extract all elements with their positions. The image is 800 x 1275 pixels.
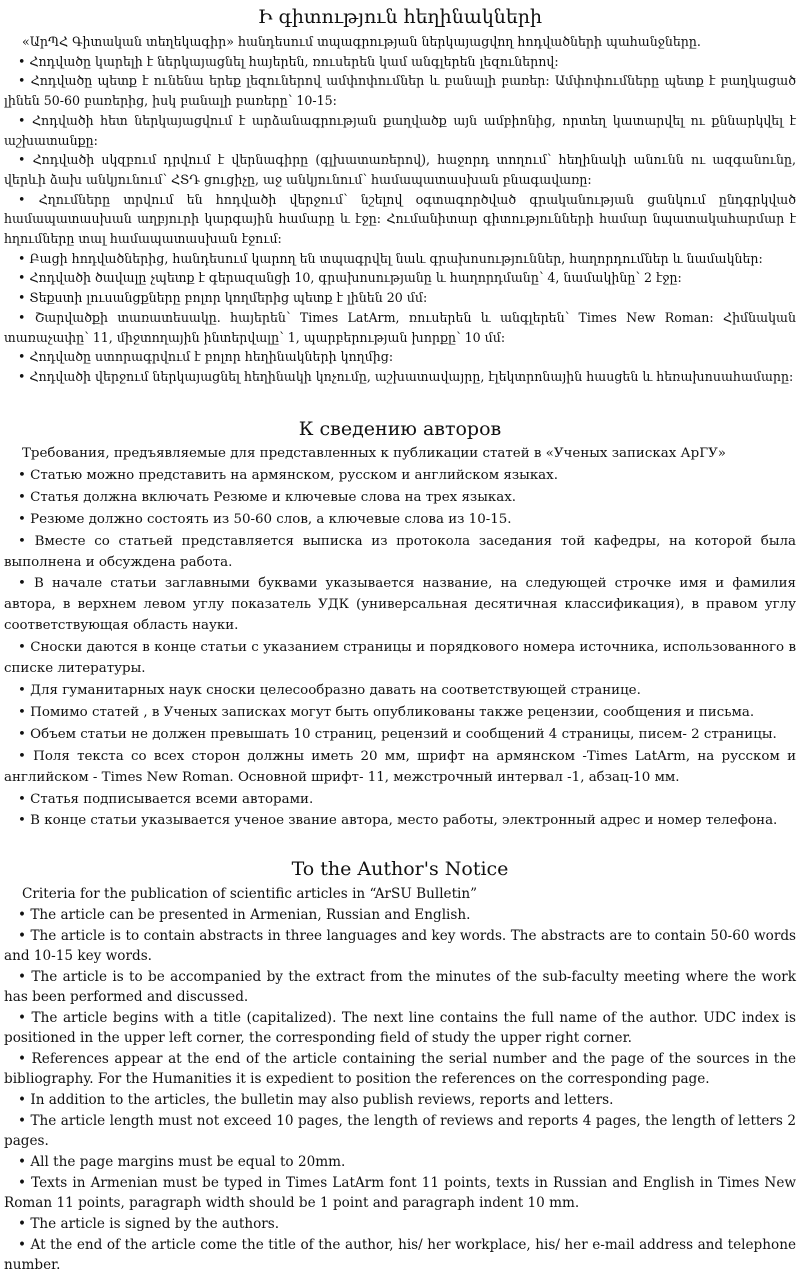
english-item: • The article can be presented in Armenian, Russian and English. — [18, 907, 471, 923]
english-title: To the Author's Notice — [291, 858, 509, 880]
english-section — [4, 856, 796, 1275]
english-item: • In addition to the articles, the bulletin may also publish reviews, reports and letters. — [18, 1092, 614, 1108]
russian-item: • Статья должна включать Резюме и ключевые слова на трех языках. — [18, 489, 517, 505]
russian-item: • Помимо статей , в Ученых записках могут быть опубликованы также рецензии, сообщения и письма. — [18, 704, 755, 720]
armenian-item: • Հոդվածը պետք է ունենա երեք լեզուներով ամփոփումներ և բանալի բառեր: Ամփոփումները պետք է բաղկացած լինեն 50-60 բառերից, իսկ բանալի բառերը՝ 10-15: — [4, 73, 796, 109]
armenian-item: • Տեքստի լուսանցքները բոլոր կողմերից պետք է լինեն 20 մմ: — [18, 290, 428, 306]
english-item: • The article length must not exceed 10 pages, the length of reviews and reports 4 pages, the length of letters 2 pages. — [4, 1113, 796, 1149]
russian-item: • Поля текста со всех сторон должны иметь 20 мм, шрифт на армянском -Times LatArm, на русском и английском - Times New Roman. Основной шрифт- 11, межстрочный интервал -1, абзац-10 мм. — [4, 748, 796, 785]
english-item: • References appear at the end of the article containing the serial number and the page of the sources in the bibliography. For the Humanities it is expedient to position the references on the corresponding page. — [4, 1051, 796, 1087]
english-item: • The article is to be accompanied by the extract from the minutes of the sub-faculty meeting where the work has been performed and discussed. — [4, 969, 796, 1005]
armenian-title: Ի գիտություն հեղինակների — [257, 6, 543, 28]
russian-item: • В конце статьи указывается ученое звание автора, место работы, электронный адрес и номер телефона. — [18, 813, 778, 829]
russian-intro: Требования, предъявляемые для представленных к публикации статей в «Ученых записках АрГУ» — [22, 446, 726, 461]
english-item: • Texts in Armenian must be typed in Times LatArm font 11 points, texts in Russian and English in Times New Roman 11 points, paragraph width should be 1 point and paragraph indent 10 mm. — [4, 1175, 796, 1211]
english-item: • The article is signed by the authors. — [18, 1216, 280, 1232]
english-item: • All the page margins must be equal to 20mm. — [18, 1154, 346, 1170]
armenian-item: • Հոդվածի վերջում ներկայացնել հեղինակի կոչումը, աշխատավայրը, էլեկտրոնային հասցեն և հեռախոսահամարը: — [18, 368, 794, 384]
armenian-item: • Հոդվածը կարելի է ներկայացնել հայերեն, ռուսերեն կամ անգլերեն լեզուներով: — [18, 53, 559, 69]
armenian-item: • Բացի հոդվածներից, հանդեսում կարող են տպագրվել նաև գրախոսություններ, հաղորդումներ և նամակներ: — [18, 250, 763, 266]
english-intro: Criteria for the publication of scientific articles in “ArSU Bulletin” — [22, 886, 478, 902]
english-item: • At the end of the article come the title of the author, his/ her workplace, his/ her e-mail address and telephone number. — [4, 1237, 796, 1273]
armenian-item: • Հոդվածը ստորագրվում է բոլոր հեղինակների կողմից: — [18, 349, 394, 365]
russian-item: • Резюме должно состоять из 50-60 слов, а ключевые слова из 10-15. — [18, 511, 512, 527]
russian-item: • Статью можно представить на армянском, русском и английском языках. — [18, 467, 558, 483]
russian-item: • В начале статьи заглавными буквами указывается название, на следующей строчке имя и фамилия автора, в верхнем левом углу показатель УДК (универсальная десятичная классификация), в правом углу соответствующая область науки. — [4, 576, 796, 634]
armenian-item: • Շարվածքի տառատեսակը. հայերեն՝ Times LatArm, ռուսերեն և անգլերեն՝ Times New Roman: Հիմնական տառաչափը՝ 11, միջտողային ինտերվալը՝ 1, պարբերության խորքը՝ 10 մմ: — [4, 309, 796, 345]
russian-item: • Объем статьи не должен превышать 10 страниц, рецензий и сообщений 4 страницы, писем- 2 страницы. — [18, 726, 777, 742]
armenian-item: • Հղումները տրվում են հոդվածի վերջում՝ նշելով օգտագործված գրականության ցանկում ընդգրկված համապատասխան աղբյուրի կարգային համարը և էջը: Հումանիտար գիտությունների համար նպատակահարմար է հղումները տալ համապատասխան էջում: — [4, 191, 796, 247]
armenian-section — [4, 4, 796, 387]
english-item: • The article is to contain abstracts in three languages and key words. The abstracts are to contain 50-60 words and 10-15 key words. — [4, 928, 796, 964]
russian-item: • Статья подписывается всеми авторами. — [18, 791, 314, 807]
russian-item: • Сноски даются в конце статьи с указанием страницы и порядкового номера источника, использованного в списке литературы. — [4, 640, 796, 677]
armenian-item: • Հոդվածի սկզբում դրվում է վերնագիրը (գլխատառերով), հաջորդ տողում՝ հեղինակի անունն ու ազգանունը, վերևի ձախ անկյունում՝ ՀՏԴ ցուցիչը, աջ անկյունում՝ համապատասխան բնագավառը: — [4, 152, 796, 187]
russian-item: • Для гуманитарных наук сноски целесообразно давать на соответствующей странице. — [18, 682, 641, 698]
armenian-item: • Հոդվածի ծավալը չպետք է գերազանցի 10, գրախոսությանը և հաղորդմանը՝ 4, նամակինը՝ 2 էջը: — [18, 270, 682, 286]
armenian-intro: «ԱրՊՀ Գիտական տեղեկագիր» հանդեսում տպագրության ներկայացվող հոդվածների պահանջները. — [22, 34, 701, 49]
russian-title: К сведению авторов — [298, 418, 502, 440]
armenian-item: • Հոդվածի հետ ներկայացվում է արձանագրության քաղվածք այն ամբիոնից, որտեղ կատարվել ու քննարկվել է աշխատանքը: — [4, 112, 796, 148]
russian-item: • Вместе со статьей представляется выписка из протокола заседания той кафедры, на которой была выполнена и обсуждена работа. — [4, 533, 796, 570]
russian-section — [4, 416, 796, 832]
english-item: • The article begins with a title (capitalized). The next line contains the full name of the author. UDC index is positioned in the upper left corner, the corresponding field of study the upper right corner. — [4, 1010, 796, 1046]
